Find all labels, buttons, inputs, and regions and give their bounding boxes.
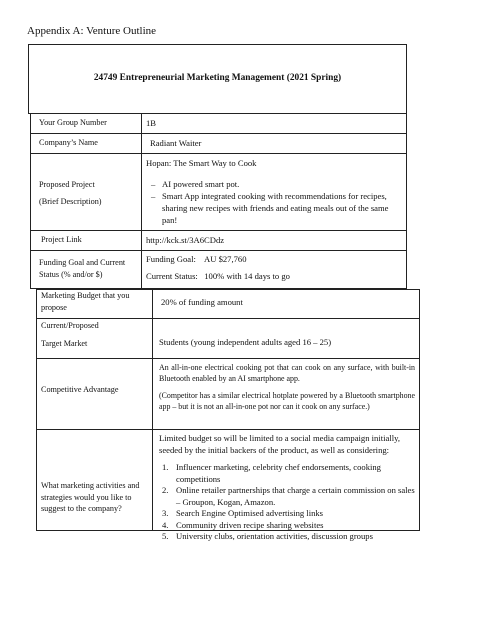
project-link-label: Project Link <box>41 235 82 244</box>
activity-number: 3. <box>162 508 169 518</box>
row-divider <box>30 133 407 134</box>
project-link-value[interactable]: http://kck.st/3A6CDdz <box>146 235 225 245</box>
target-market-label: Target Market <box>41 339 88 348</box>
project-bullet: – AI powered smart pot. <box>147 178 393 190</box>
activity-number: 5. <box>162 531 169 541</box>
activity-text: Community driven recipe sharing websites <box>176 519 324 530</box>
row-divider <box>36 318 420 319</box>
target-market-value: Students (young independent adults aged 16 – 25) <box>159 337 332 347</box>
activity-text: Search Engine Optimised advertising links <box>176 508 324 518</box>
budget-label: Marketing Budget that you propose <box>41 291 130 312</box>
row-divider <box>30 153 407 154</box>
project-heading: Hopan: The Smart Way to Cook <box>146 158 257 168</box>
activity-item <box>160 531 416 543</box>
current-proposed-label: Current/Proposed <box>41 321 99 330</box>
activity-number: 2. <box>162 485 169 495</box>
lower-table-divider <box>152 289 153 531</box>
activity-item <box>160 508 416 520</box>
activity-number: 4. <box>162 519 169 530</box>
activity-text: Online retailer partnerships that charge a certain commission on sales – Groupon, Kogan, Amazon. <box>176 485 415 507</box>
activity-item <box>160 485 416 508</box>
activity-text: Influencer marketing, celebrity chef endorsements, cooking competitions <box>176 462 381 484</box>
document-title: 24749 Entrepreneurial Marketing Management (2021 Spring) <box>93 73 342 83</box>
row-divider <box>36 358 420 359</box>
funding-status: Current Status: 100% with 14 days to go <box>146 271 290 281</box>
activity-number: 1. <box>162 462 169 472</box>
upper-table-divider <box>141 113 142 289</box>
company-name-value: Radiant Waiter <box>150 138 202 148</box>
competitive-advantage-label: Competitive Advantage <box>41 385 119 394</box>
brief-description-label: (Brief Description) <box>39 197 102 206</box>
project-bullets <box>147 178 393 226</box>
activities-list <box>160 462 416 543</box>
budget-value: 20% of funding amount <box>161 297 243 307</box>
competitive-advantage-para1: An all-in-one electrical cooking pot that can cook on any surface, with built-in Bluetooth enabled by an AI smartphone app. <box>159 363 415 383</box>
funding-label: Funding Goal and Current Status (% and/or $) <box>39 258 126 279</box>
activity-text: University clubs, orientation activities, discussion groups <box>176 531 373 541</box>
activities-label: What marketing activities and strategies would you like to suggest to the company? <box>41 481 140 513</box>
row-divider <box>30 230 407 231</box>
activity-item <box>160 520 416 532</box>
competitive-advantage-para2: (Competitor has a similar electrical hotplate powered by a Bluetooth smartphone app – but it is not an all-in-one pot nor can it cook on any surface.) <box>159 391 415 411</box>
group-number-value: 1B <box>146 118 157 128</box>
company-name-label: Company’s Name <box>39 138 98 147</box>
activity-item <box>160 462 416 485</box>
row-divider <box>30 250 407 251</box>
project-bullet: – Smart App integrated cooking with recommendations for recipes, sharing new recipes with friends and eating meals out of the same pan! <box>147 190 393 226</box>
activities-intro: Limited budget so will be limited to a social media campaign initially, seeded by the initial backers of the product, as well as considering: <box>159 433 400 455</box>
proposed-project-label: Proposed Project <box>39 180 95 189</box>
funding-goal: Funding Goal: AU $27,760 <box>146 254 247 264</box>
group-number-label: Your Group Number <box>39 118 107 127</box>
page-header: Appendix A: Venture Outline <box>27 25 157 37</box>
row-divider <box>36 429 420 430</box>
